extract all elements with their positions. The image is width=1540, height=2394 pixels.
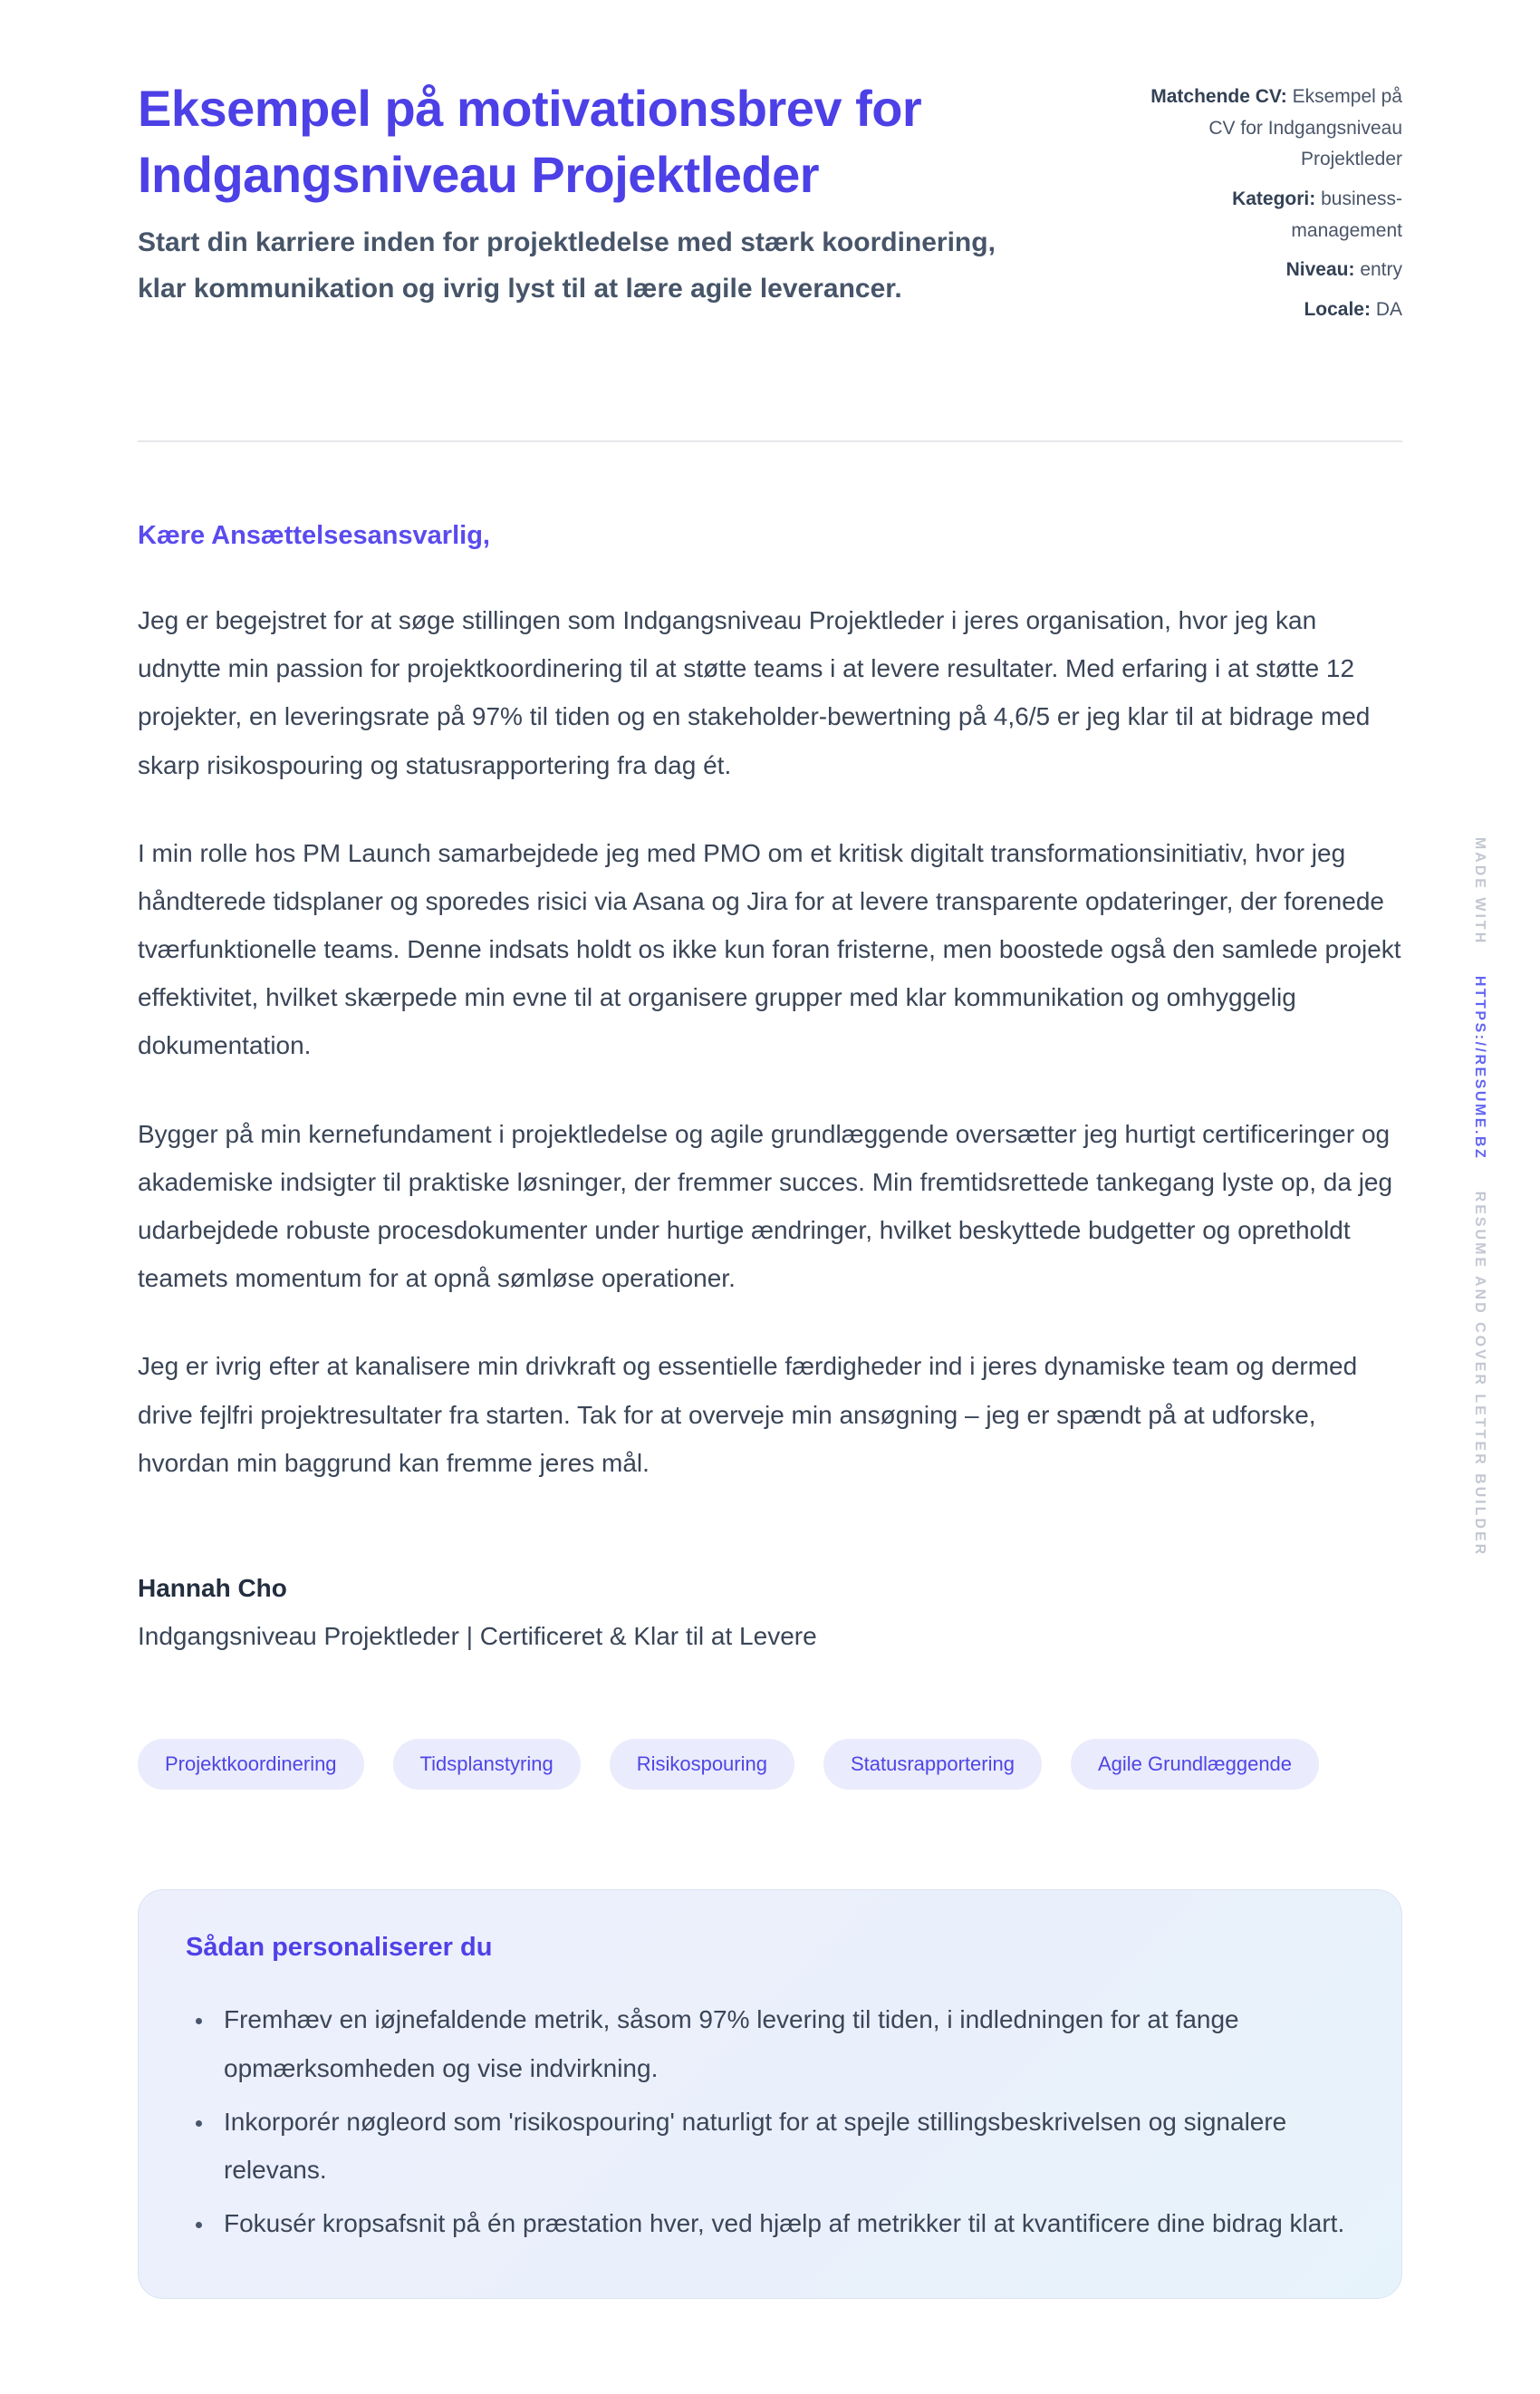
letter-paragraph: Jeg er begejstret for at søge stillingen som Indgangsniveau Projektleder i jeres organisation, hvor jeg kan udnytte min passion for projektkoordinering til at støtte teams i at levere resultater. Med erfaring i at støtte 12 projekter, en leveringsrate på 97% til tiden og en stakeholder-bewertning på 4,6/5 er jeg klar til at bidrage med skarp risikospouring og statusrapportering fra dag ét. (138, 605, 1371, 779)
watermark-prefix: MADE WITH (1472, 836, 1487, 946)
meta-value: DA (1375, 298, 1402, 320)
tip-item: • Inkorporér nøgleord som 'risikospouring' naturligt for at spejle stillingsbeskrivelsen og signalere relevans. (215, 2098, 1354, 2194)
tip-item: • Fokusér kropsafsnit på én præstation hver, ved hjælp af metrikker til at kvantificere dine bidrag klart. (215, 2199, 1354, 2247)
header-title-block (138, 76, 1025, 333)
watermark (1471, 837, 1487, 1557)
skill-tags (138, 1739, 1402, 1790)
signature-role: Indgangsniveau Projektleder | Certificeret & Klar til at Levere (138, 1621, 817, 1650)
letter-paragraph: Jeg er ivrig efter at kanalisere min drivkraft og essentielle færdigheder ind i jeres dynamiske team og dermed drive fejlfri projektresultater fra starten. Tak for at overveje min ansøgning – jeg er spændt på at udforske, hvordan min baggrund kan fremme jeres mål. (138, 1352, 1358, 1477)
meta-row-category (1121, 184, 1402, 246)
signature-name: Hannah Cho (138, 1573, 287, 1602)
skill-tag: Statusrapportering (823, 1739, 1042, 1790)
matching-cv-link[interactable]: Eksempel på CV for Indgangsniveau Projektleder (1208, 86, 1402, 170)
watermark-suffix: RESUME AND COVER LETTER BUILDER (1472, 1191, 1487, 1558)
greeting: Kære Ansættelsesansvarlig, (138, 521, 490, 551)
meta-label: Niveau: (1285, 259, 1355, 281)
skill-tag: Risikospouring (610, 1739, 794, 1790)
page-container (138, 0, 1402, 2299)
page-subtitle: Start din karriere inden for projektledelse med stærk koordinering, klar kommunikation og ivrig lyst til at lære agile leverancer. (138, 227, 996, 304)
skill-tag: Agile Grundlæggende (1071, 1739, 1319, 1790)
skill-tag: Projektkoordinering (138, 1739, 364, 1790)
meta-value: business-management (1291, 188, 1402, 241)
personalization-tips-card (138, 1889, 1402, 2300)
meta-value: entry (1360, 259, 1402, 281)
divider (138, 440, 1402, 442)
meta-row-locale (1121, 294, 1402, 326)
meta-row-matching-cv (1121, 82, 1402, 176)
meta-panel (1121, 76, 1402, 333)
tips-heading: Sådan personaliserer du (186, 1932, 493, 1962)
letter-paragraph: Bygger på min kernefundament i projektledelse og agile grundlæggende oversætter jeg hurtigt certificeringer og akademiske indsigter til praktiske løsninger, der fremmer succes. Min fremtidsrettede tankegang lyste op, da jeg udarbejdede robuste procesdokumenter under hurtige ændringer, hvilket beskyttede budgetter og opretholdt teamets momentum for at opnå sømløse operationer. (138, 1119, 1393, 1293)
meta-row-level (1121, 255, 1402, 286)
tip-item: • Fremhæv en iøjnefaldende metrik, såsom 97% levering til tiden, i indledningen for at fange opmærksomheden og vise indvirkning. (215, 1995, 1354, 2091)
tips-list (186, 1995, 1354, 2247)
meta-label: Matchende CV: (1150, 86, 1287, 107)
meta-label: Locale: (1304, 298, 1371, 320)
meta-label: Kategori: (1232, 188, 1316, 209)
letter-paragraph: I min rolle hos PM Launch samarbejdede jeg med PMO om et kritisk digitalt transformationsinitiativ, hvor jeg håndterede tidsplaner og sporedes risici via Asana og Jira for at levere transparente opdateringer, der forenede tværfunktionelle teams. Denne indsats holdt os ikke kun foran fristerne, men boostede også den samlede projekt effektivitet, hvilket skærpede min evne til at organisere grupper med klar kommunikation og omhyggelig dokumentation. (138, 838, 1401, 1060)
header (138, 76, 1402, 333)
watermark-link[interactable]: HTTPS://RESUME.BZ (1472, 976, 1487, 1161)
page-title: Eksempel på motivationsbrev for Indgangsniveau Projektleder (138, 80, 922, 203)
skill-tag: Tidsplanstyring (393, 1739, 581, 1790)
cover-letter-body (138, 516, 1402, 1656)
